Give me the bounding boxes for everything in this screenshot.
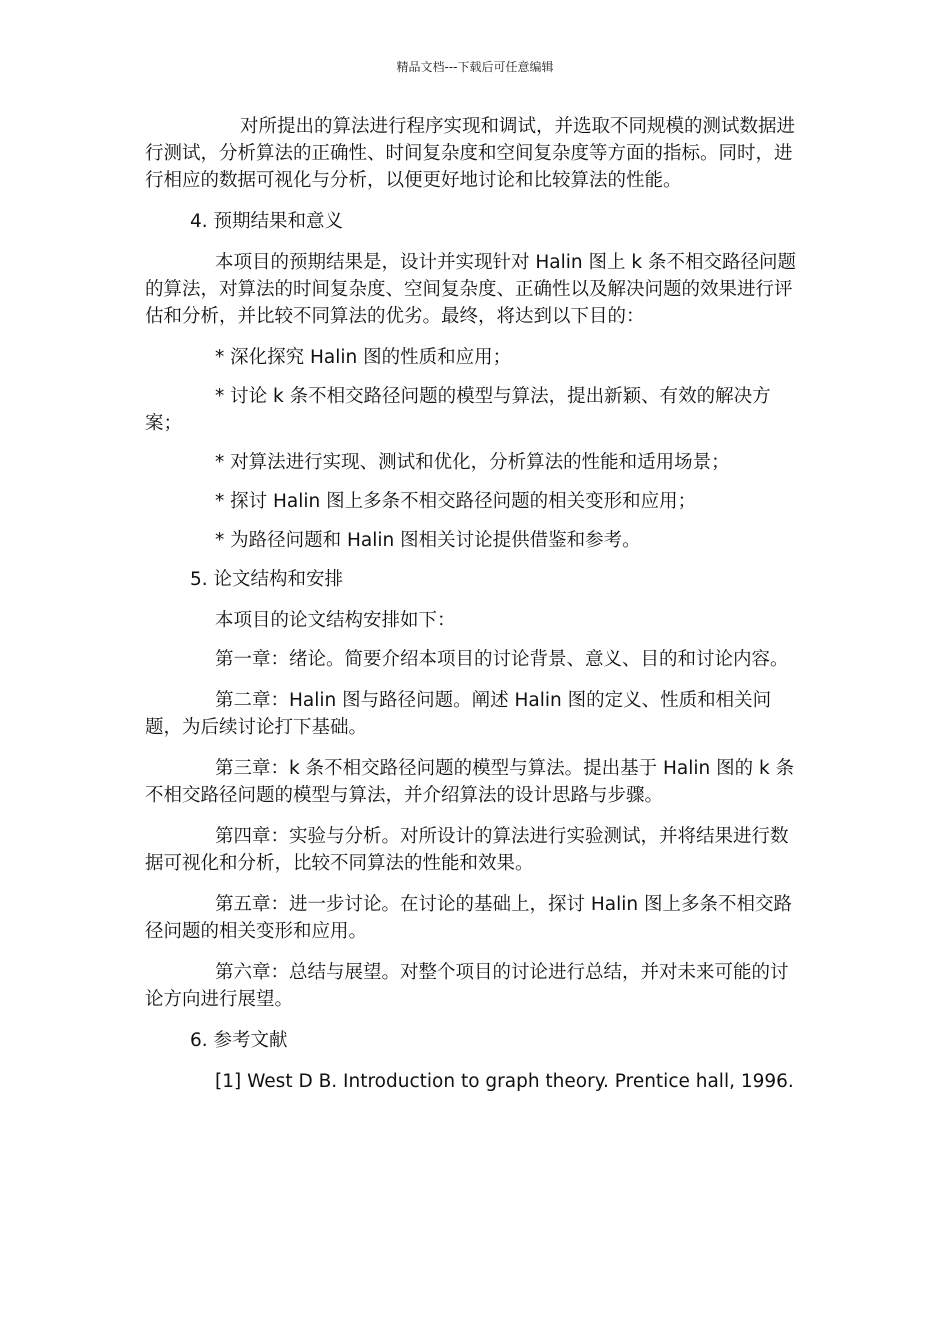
paragraph-structure-intro: 本项目的论文结构安排如下： — [215, 610, 456, 631]
bullet-item-3: * 对算法进行实现、测试和优化，分析算法的性能和适用场景； — [215, 452, 730, 473]
chapter-6: 第六章：总结与展望。对整个项目的讨论进行总结，并对未来可能的讨论方向进行展望。 — [145, 962, 789, 1010]
bullet-item-1: * 深化探究 Halin 图的性质和应用； — [215, 347, 512, 368]
section-heading-6: 6. 参考文献 — [190, 1030, 288, 1051]
section-heading-4: 4. 预期结果和意义 — [190, 211, 344, 232]
chapter-2: 第二章：Halin 图与路径问题。阐述 Halin 图的定义、性质和相关问题，为后续讨论打下基础。 — [145, 690, 772, 738]
chapter-5: 第五章：进一步讨论。在讨论的基础上，探讨 Halin 图上多条不相交路径问题的相关变形和应用。 — [145, 894, 793, 942]
page-header: 精品文档---下载后可任意编辑 — [396, 60, 554, 74]
chapter-1: 第一章：绪论。简要介绍本项目的讨论背景、意义、目的和讨论内容。 — [215, 649, 789, 670]
paragraph-implementation: 对所提出的算法进行程序实现和调试，并选取不同规模的测试数据进行测试，分析算法的正确性、时间复杂度和空间复杂度等方面的指标。同时，进行相应的数据可视化与分析，以便更好地讨论和比较算法的性能。 — [145, 116, 796, 191]
bullet-item-5: * 为路径问题和 Halin 图相关讨论提供借鉴和参考。 — [215, 530, 641, 551]
paragraph-expected-results: 本项目的预期结果是，设计并实现针对 Halin 图上 k 条不相交路径问题的算法，对算法的时间复杂度、空间复杂度、正确性以及解决问题的效果进行评估和分析，并比较不同算法的优劣。最终，将达到以下目的： — [145, 252, 796, 327]
chapter-4: 第四章：实验与分析。对所设计的算法进行实验测试，并将结果进行数据可视化和分析，比较不同算法的性能和效果。 — [145, 826, 789, 874]
section-heading-5: 5. 论文结构和安排 — [190, 569, 344, 590]
bullet-item-2: * 讨论 k 条不相交路径问题的模型与算法，提出新颖、有效的解决方案； — [145, 386, 771, 434]
document-body — [145, 113, 803, 1109]
reference-1: [1] West D B. Introduction to graph theory. Prentice hall, 1996. — [215, 1071, 794, 1092]
chapter-3: 第三章：k 条不相交路径问题的模型与算法。提出基于 Halin 图的 k 条不相交路径问题的模型与算法，并介绍算法的设计思路与步骤。 — [145, 758, 795, 806]
bullet-item-4: * 探讨 Halin 图上多条不相交路径问题的相关变形和应用； — [215, 491, 697, 512]
